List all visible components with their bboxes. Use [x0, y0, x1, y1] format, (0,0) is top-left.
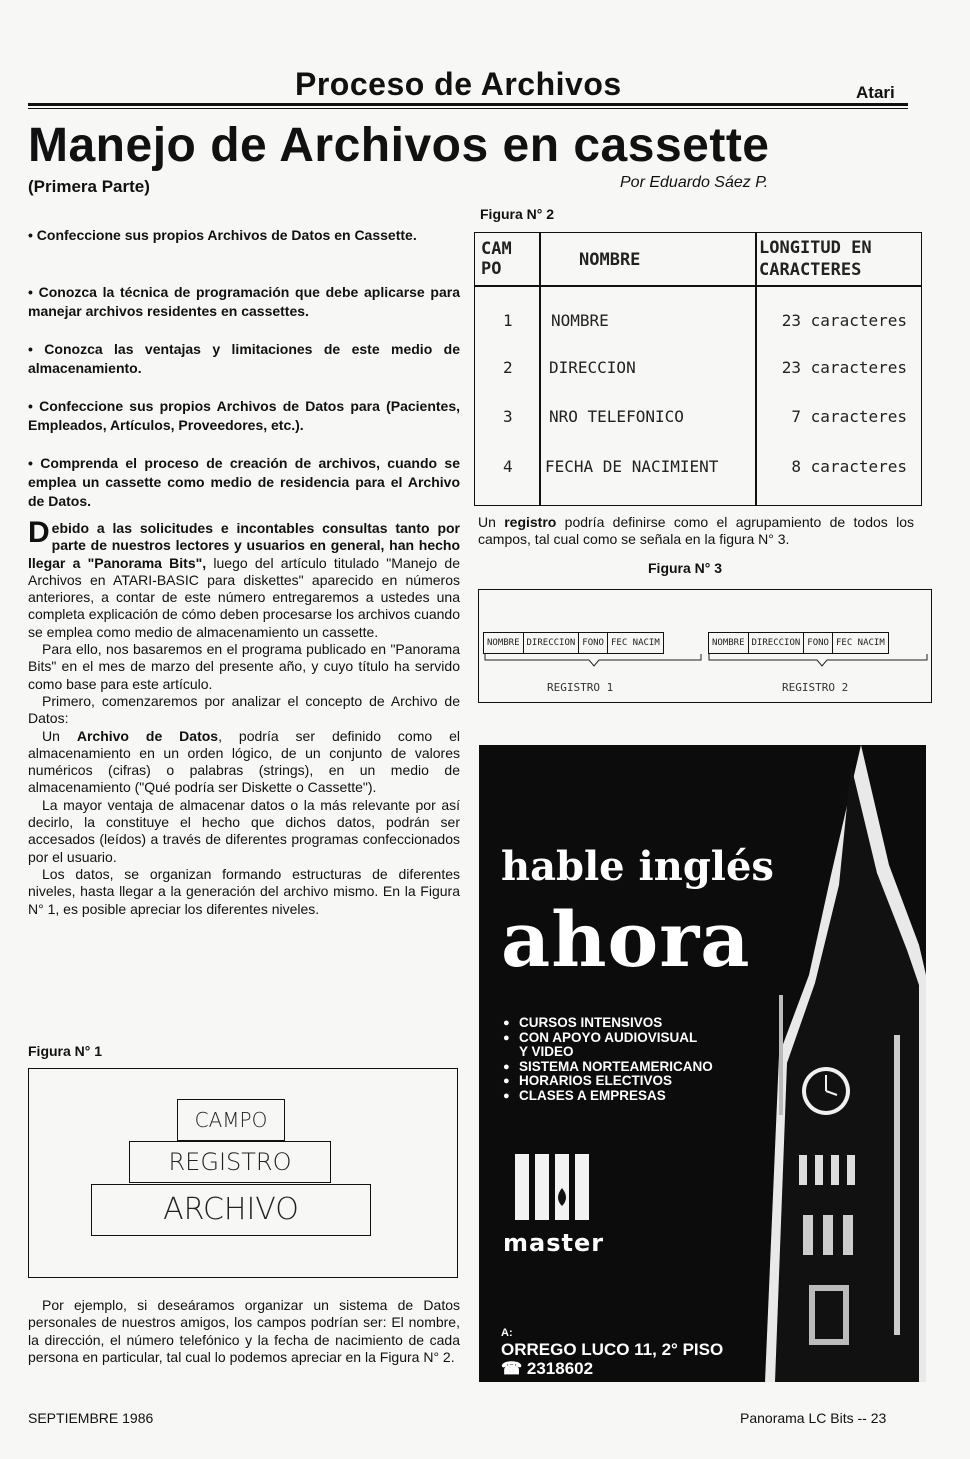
figure2-table [474, 232, 922, 506]
figure2-label: Figura N° 2 [480, 206, 555, 222]
row2-len: 23 caracteres [781, 358, 907, 377]
field-nombre: NOMBRE [484, 633, 524, 653]
ad-logo-text: master [503, 1229, 605, 1257]
archivo-box: ARCHIVO [91, 1184, 371, 1236]
bullet-4: • Confeccione sus propios Archivos de Datos para (Pacientes, Empleados, Artículos, Proveedores, etc.). [28, 398, 460, 433]
registro1-fields [483, 632, 664, 654]
article-body [28, 516, 461, 918]
article-author: Por Eduardo Sáez P. [620, 174, 769, 191]
row3-name: NRO TELEFONICO [549, 407, 684, 426]
row2-num: 2 [503, 358, 513, 377]
paragraph-7 [28, 1297, 460, 1366]
p4-bold: Archivo de Datos [76, 727, 219, 744]
header-rule-thin [28, 108, 908, 109]
figure3-label: Figura N° 3 [648, 560, 723, 576]
ad-item-text: Y VIDEO [519, 1044, 574, 1059]
intro-paragraph [28, 516, 460, 641]
p4-text: , podría ser definido como el almacenamiento en un orden lógico, de un conjunto de valores numéricos (cifras) o palabras (strings), en un medio de almacenamiento ("Qué podría ser Diskette o Cassette"). [28, 727, 461, 796]
registro-text: podría definirse como el agrupamiento de todos los campos, tal cual como se señala en la figura N° 3. [478, 514, 914, 548]
row3-num: 3 [503, 407, 513, 426]
field-fec-nacim: FEC NACIM [835, 638, 885, 648]
ad-item-text: CON APOYO AUDIOVISUAL [519, 1029, 698, 1045]
master-logo-icon [509, 1148, 609, 1228]
footer-page: Panorama LC Bits -- 23 [740, 1410, 887, 1426]
registro-braces [479, 652, 931, 672]
field-fono: FONO [804, 633, 833, 653]
registro-bold: registro [504, 514, 557, 530]
paragraph-6: Los datos, se organizan formando estructuras de diferentes niveles, hasta llegar a la generación del archivo mismo. En la Figura N° 1, es posible apreciar los diferentes niveles. [28, 865, 460, 917]
table-header-rule [475, 285, 921, 287]
ad-features [503, 1016, 713, 1103]
advertisement[interactable] [479, 745, 926, 1382]
campo-box: CAMPO [177, 1099, 285, 1141]
registro-2-label: REGISTRO 2 [782, 681, 849, 694]
section-title: Proceso de Archivos [295, 66, 622, 102]
ad-item: ● CURSOS INTENSIVOS [503, 1016, 713, 1031]
field-direccion: DIRECCION [524, 633, 580, 653]
ad-headline-1: hable inglés [501, 843, 774, 890]
footer-date: SEPTIEMBRE 1986 [28, 1410, 154, 1426]
ad-item: ● CLASES A EMPRESAS [503, 1089, 713, 1104]
table-divider [539, 233, 541, 505]
paragraph-2: Para ello, nos basaremos en el programa publicado en "Panorama Bits" en el mes de marzo del presente año, y cuyo título ha servido como base para este artículo. [28, 641, 460, 692]
header-nombre: NOMBRE [579, 250, 641, 270]
article-subtitle: (Primera Parte) [28, 177, 150, 196]
p4-pre: Un [42, 727, 77, 744]
paragraph-3: Primero, comenzaremos por analizar el concepto de Archivo de Datos: [28, 692, 460, 727]
drop-cap: D [28, 516, 50, 549]
row4-num: 4 [503, 457, 513, 476]
bullet-3: • Conozca las ventajas y limitaciones de este medio de almacenamiento. [28, 341, 460, 376]
bullet-2: • Conozca la técnica de programación que debe aplicarse para manejar archivos residentes en cassettes. [28, 284, 460, 319]
row1-name: NOMBRE [551, 311, 609, 330]
table-divider [755, 233, 757, 505]
brand-label: Atari [856, 83, 895, 102]
registro-pre: Un [478, 514, 505, 530]
article-title: Manejo de Archivos en cassette [28, 119, 770, 172]
ad-address-prefix: A: [501, 1327, 513, 1339]
row1-len: 23 caracteres [781, 311, 907, 330]
field-fec-nacim: FEC NACIM [610, 638, 660, 648]
field-nombre: NOMBRE [709, 633, 749, 653]
intro-text: luego del artículo titulado "Manejo de Archivos en ATARI-BASIC para diskettes" aparecido en números anteriores, a contar de este número entregaremos a ustedes una completa explicación de cómo deben procesarse los archivos cuando se emplea como medio de almacenamiento un cassette. [28, 554, 460, 640]
figure1 [28, 1068, 458, 1278]
figure1-label: Figura N° 1 [28, 1043, 103, 1059]
header-rule [28, 103, 908, 106]
paragraph-4 [28, 728, 460, 797]
row4-len: 8 caracteres [791, 457, 907, 476]
row2-name: DIRECCION [549, 358, 636, 377]
row4-name: FECHA DE NACIMIENT [545, 457, 719, 476]
row3-len: 7 caracteres [791, 407, 907, 426]
ad-address: ORREGO LUCO 11, 2° PISO [501, 1340, 724, 1359]
intro-bold: ebido a las solicitudes e incontables consultas tanto por parte de nuestros lectores y usuarios en general, han hecho llegar a "Panorama Bits", [28, 520, 460, 571]
ad-item [503, 1031, 713, 1060]
bullet-5: • Comprenda el proceso de creación de archivos, cuando se emplea un cassette como medio de residencia para el Archivo de Datos. [28, 455, 460, 509]
figure3 [478, 589, 932, 703]
paragraph-7-text: Por ejemplo, si deseáramos organizar un sistema de Datos personales de nuestros amigos, los campos podrían ser: El nombre, la dirección, el número telefónico y la fecha de nacimiento de cada persona en particular, tal cual lo podemos apreciar en la Figura N° 2. [28, 1297, 460, 1365]
ad-item: ● SISTEMA NORTEAMERICANO [503, 1060, 713, 1075]
bullet-1: • Confeccione sus propios Archivos de Datos en Cassette. [28, 227, 417, 243]
registro-1-label: REGISTRO 1 [547, 681, 614, 694]
field-fono: FONO [579, 633, 608, 653]
registro2-fields [708, 632, 889, 654]
ad-phone: ☎ 2318602 [501, 1359, 594, 1378]
ad-headline-2: ahora [501, 895, 751, 984]
ad-item: ● HORARIOS ELECTIVOS [503, 1074, 713, 1089]
paragraph-5: La mayor ventaja de almacenar datos o la más relevante por así decirlo, la constituye el hecho que dichos datos, podrán ser accesados (leídos) a través de diferentes programas confeccionados por el usuario. [28, 796, 460, 865]
header-longitud: LONGITUD EN CARACTERES [759, 238, 872, 280]
registro-paragraph [478, 514, 914, 549]
header-campo: CAM PO [481, 239, 512, 279]
registro-box: REGISTRO [129, 1141, 331, 1183]
field-direccion: DIRECCION [749, 633, 805, 653]
row1-num: 1 [503, 311, 513, 330]
